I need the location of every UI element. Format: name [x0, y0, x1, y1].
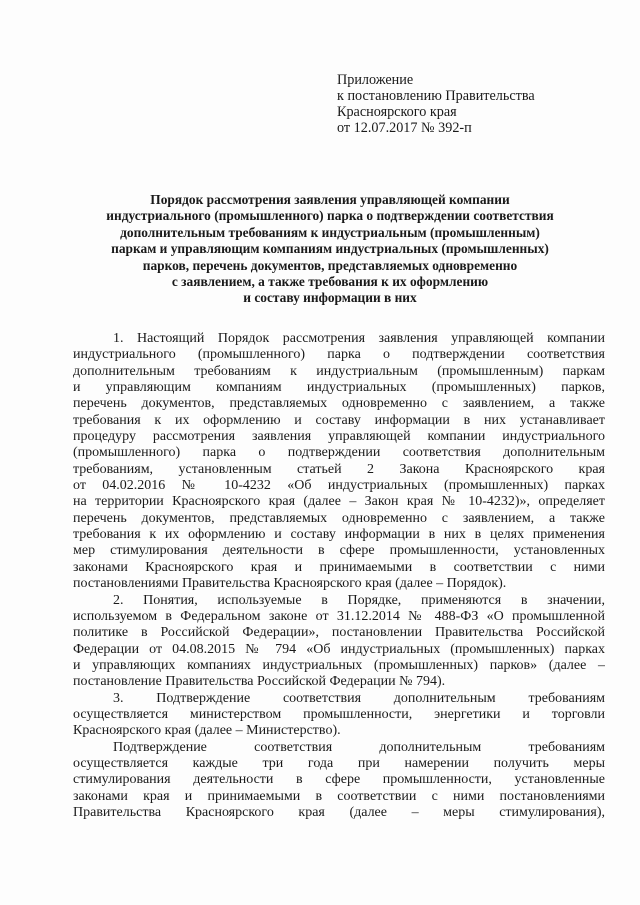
title-line: паркам и управляющим компаниям индустриальных (промышленных) [111, 241, 549, 257]
paragraph-1-line: законами Красноярского края и принимаемыми в соответствии с ними [73, 559, 605, 575]
paragraph-2-line: 2. Понятия, используемые в Порядке, применяются в значении, [113, 592, 605, 608]
title-line: и составу информации в них [243, 290, 417, 306]
document-body [73, 331, 605, 821]
paragraph-1-line: требованиям, установленным статьей 2 Закона Красноярского края [73, 461, 605, 477]
paragraph-4-line: осуществляется каждые три года при намерении получить меры [73, 755, 605, 771]
paragraph-1-line: требования к их оформлению и составу информации в них в целях применения [73, 527, 605, 543]
appendix-line: Приложение [337, 72, 414, 88]
paragraph-1-line: перечень документов, представляемых одновременно с заявлением, а также [73, 396, 605, 412]
paragraph-2-line: используемом в Федеральном законе от 31.12.2014 № 488-ФЗ «О промышленной [73, 608, 605, 624]
paragraph-1-line: дополнительным требованиям к индустриальным (промышленным) паркам [73, 363, 605, 379]
paragraph-4-line: Подтверждение соответствия дополнительным требованиям [113, 739, 605, 755]
title-line: Порядок рассмотрения заявления управляющей компании [150, 192, 510, 207]
paragraph-2-line: Федерации от 04.08.2015 № 794 «Об индустриальных (промышленных) парках [73, 641, 605, 657]
paragraph-1-line: процедуру рассмотрения заявления управляющей компании индустриального [73, 429, 605, 445]
paragraph-2-line: политике в Российской Федерации», постановлении Правительства Российской [73, 625, 605, 641]
paragraph-2-line: и управляющих компаниях индустриальных (промышленных) парков» (далее – [73, 657, 605, 673]
paragraph-4-line: законами края и принимаемыми в соответствии с ними постановлениями [73, 788, 605, 804]
paragraph-1-line: от 04.02.2016 № 10-4232 «Об индустриальных (промышленных) парках [73, 478, 605, 494]
title-line: дополнительным требованиям к индустриальным (промышленным) [120, 224, 540, 240]
paragraph-1-line: мер стимулирования деятельности в сфере промышленности, установленных [73, 543, 605, 559]
appendix-line: от 12.07.2017 № 392-п [337, 120, 472, 136]
paragraph-1-line: требования к их оформлению и составу информации в них устанавливает [73, 412, 605, 428]
paragraph-1-line: перечень документов, представляемых одновременно с заявлением, а также [73, 510, 605, 526]
title-line: с заявлением, а также требования к их оформлению [171, 274, 489, 290]
paragraph-1-line: постановлениями Правительства Красноярского края (далее – Порядок). [73, 576, 507, 592]
title-line: индустриального (промышленного) парка о подтверждении соответствия [106, 208, 554, 224]
paragraph-1-line: и управляющим компаниям индустриальных (промышленных) парков, [73, 380, 605, 396]
title-line: парков, перечень документов, представляемых одновременно [142, 257, 518, 273]
appendix-line: к постановлению Правительства [337, 88, 535, 104]
paragraph-3-line: 3. Подтверждение соответствия дополнительным требованиям [113, 690, 605, 706]
paragraph-2-line: постановление Правительства Российской Федерации № 794). [73, 674, 446, 690]
paragraph-1-line: (промышленного) парка о подтверждении соответствия дополнительным [73, 445, 605, 461]
paragraph-1-line: индустриального (промышленного) парка о подтверждении соответствия [73, 347, 605, 363]
paragraph-3-line: Красноярского края (далее – Министерство). [73, 723, 341, 739]
appendix-header [337, 72, 535, 136]
appendix-line: Красноярского края [337, 104, 457, 120]
document-title [40, 192, 620, 307]
paragraph-1-line: 1. Настоящий Порядок рассмотрения заявления управляющей компании [113, 331, 605, 346]
paragraph-1-line: на территории Красноярского края (далее – Закон края № 10-4232)», определяет [73, 494, 605, 510]
paragraph-3-line: осуществляется министерством промышленности, энергетики и торговли [73, 706, 605, 722]
paragraph-4-line: стимулирования деятельности в сфере промышленности, установленные [73, 772, 605, 788]
paragraph-4-line: Правительства Красноярского края (далее – меры стимулирования), [73, 804, 605, 820]
